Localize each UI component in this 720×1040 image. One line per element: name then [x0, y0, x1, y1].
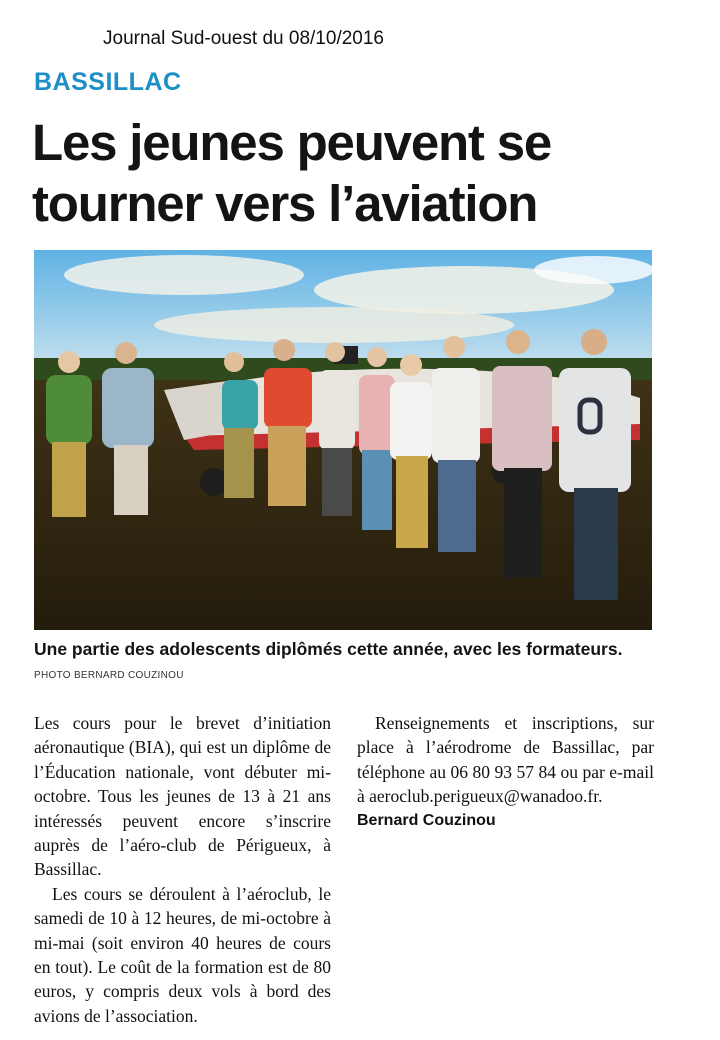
article-author: Bernard Couzinou: [357, 811, 496, 829]
caption-text: Une partie des adolescents diplômés cette année, avec les formateurs.: [34, 639, 623, 659]
location-kicker: BASSILLAC: [34, 68, 182, 96]
newspaper-source: Journal Sud-ouest du 08/10/2016: [103, 28, 384, 49]
paragraph-2: Les cours se déroulent à l’aéroclub, le samedi de 10 à 12 heures, de mi-octobre à mi-mai (soit environ 40 heures de cours en tout). Le coût de la formation est de 80 euros, y compris deux vols à bord des avions de l’association.: [34, 883, 331, 1026]
paragraph-3: Renseignements et inscriptions, sur place à l’aérodrome de Bassillac, par téléphone au 06 80 93 57 84 ou par e-mail à aeroclub.perigueux@wanadoo.fr.: [357, 713, 654, 807]
paragraph-1: Les cours pour le brevet d’initiation aéronautique (BIA), qui est un diplôme de l’Éducation nationale, vont débuter mi-octobre. Tous les jeunes de 13 à 21 ans intéressés peuvent encore s’inscrire auprès de l’aéro-club de Périgueux, à Bassillac.: [34, 713, 331, 880]
photo-caption: [34, 638, 654, 687]
article-column-left: [34, 711, 331, 1028]
article-headline: Les jeunes peuvent se tourner vers l’aviation: [32, 114, 552, 232]
photo-credit: PHOTO BERNARD COUZINOU: [34, 670, 184, 681]
group-photo: [34, 250, 652, 630]
article-column-right: [357, 711, 654, 833]
